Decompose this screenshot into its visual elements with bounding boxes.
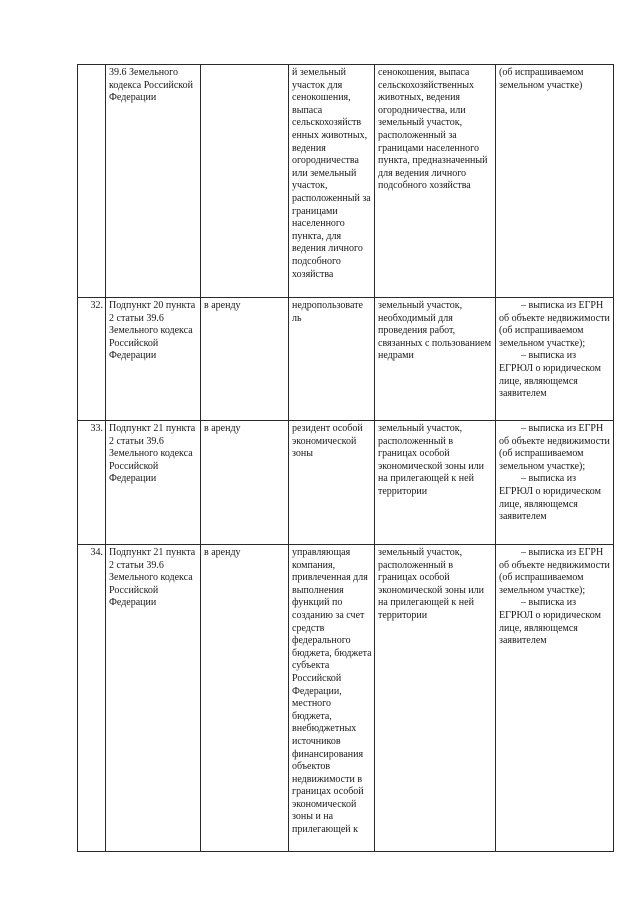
applicant-cell: резидент особой экономической зоны xyxy=(289,421,375,545)
legal-basis-cell: Подпункт 21 пункта 2 статьи 39.6 Земельного кодекса Российской Федерации xyxy=(106,421,201,545)
land-plot-cell: сенокошения, выпаса сельскохозяйственных животных, ведения огородничества, или земельный участок, расположенный за границами населенного пункта, предназначенный для ведения личного подсобного хозяйства xyxy=(375,65,496,298)
legal-basis-cell: Подпункт 20 пункта 2 статьи 39.6 Земельного кодекса Российской Федерации xyxy=(106,298,201,421)
right-type-cell xyxy=(201,65,289,298)
land-plot-cell: земельный участок, необходимый для проведения работ, связанных с пользованием недрами xyxy=(375,298,496,421)
document-item: – выписка из ЕГРН об объекте недвижимости (об испрашиваемом земельном участке); xyxy=(499,300,610,349)
legal-basis-cell: Подпункт 21 пункта 2 статьи 39.6 Земельного кодекса Российской Федерации xyxy=(106,545,201,852)
row-number: 33. xyxy=(78,421,106,545)
row-number: 34. xyxy=(78,545,106,852)
table-row xyxy=(78,298,614,421)
document-item: – выписка из ЕГРН об объекте недвижимости (об испрашиваемом земельном участке); xyxy=(499,547,610,596)
document-item: (об испрашиваемом земельном участке) xyxy=(499,67,584,91)
right-type-cell: в аренду xyxy=(201,421,289,545)
document-item: – выписка из ЕГРЮЛ о юридическом лице, являющемся заявителем xyxy=(499,597,601,647)
land-plot-cell: земельный участок, расположенный в границах особой экономической зоны или на прилегающей к ней территории xyxy=(375,545,496,852)
applicant-cell: управляющая компания, привлеченная для выполнения функций по созданию за счет средств федерального бюджета, бюджета субъекта Российской Федерации, местного бюджета, внебюджетных источников финансирования объектов недвижимости в границах особой экономической зоны и на прилегающей к xyxy=(289,545,375,852)
documents-cell xyxy=(496,421,614,545)
applicant-cell: й земельный участок для сенокошения, выпаса сельскохозяйств енных животных, ведения огородничества или земельный участок, расположенный за границами населенного пункта, для ведения личного подсобного хозяйства xyxy=(289,65,375,298)
document-item: – выписка из ЕГРЮЛ о юридическом лице, являющемся заявителем xyxy=(499,350,601,400)
legal-basis-cell: 39.6 Земельного кодекса Российской Федерации xyxy=(106,65,201,298)
documents-cell xyxy=(496,298,614,421)
table-row xyxy=(78,65,614,298)
row-number xyxy=(78,65,106,298)
services-table xyxy=(77,64,614,852)
document-page xyxy=(77,64,613,852)
documents-cell xyxy=(496,545,614,852)
row-number: 32. xyxy=(78,298,106,421)
table-row xyxy=(78,545,614,852)
right-type-cell: в аренду xyxy=(201,545,289,852)
document-item: – выписка из ЕГРН об объекте недвижимости (об испрашиваемом земельном участке); xyxy=(499,423,610,472)
document-item: – выписка из ЕГРЮЛ о юридическом лице, являющемся заявителем xyxy=(499,473,601,523)
applicant-cell: недропользовате ль xyxy=(289,298,375,421)
table-row xyxy=(78,421,614,545)
documents-cell xyxy=(496,65,614,298)
land-plot-cell: земельный участок, расположенный в границах особой экономической зоны или на прилегающей к ней территории xyxy=(375,421,496,545)
right-type-cell: в аренду xyxy=(201,298,289,421)
